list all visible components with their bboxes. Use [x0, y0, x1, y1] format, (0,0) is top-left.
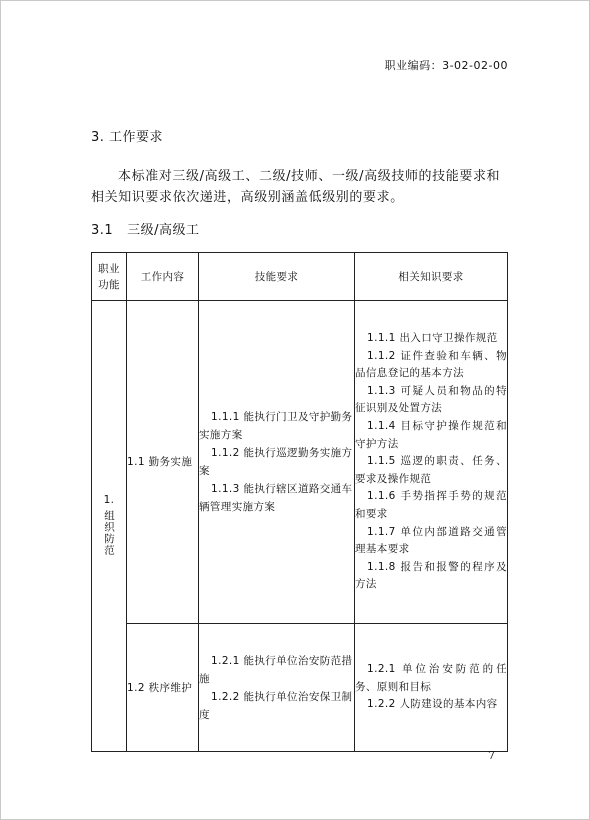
skill-item: 1.1.1 能执行门卫及守护勤务实施方案 — [199, 411, 353, 441]
skills-cell — [199, 624, 355, 752]
requirements-table — [91, 252, 508, 752]
knowledge-item: 1.1.3 可疑人员和物品的特征识别及处置方法 — [355, 384, 507, 415]
work-content-cell: 1.1 勤务实施 — [127, 301, 199, 624]
knowledge-item: 1.2.1 单位治安防范的任务、原则和目标 — [355, 663, 507, 693]
skills-cell — [199, 301, 355, 624]
header-function — [92, 253, 127, 301]
header-knowledge: 相关知识要求 — [355, 253, 508, 301]
table-row — [92, 624, 508, 752]
skill-item: 1.1.2 能执行巡逻勤务实施方案 — [199, 447, 353, 477]
header-function-line1: 职业 — [98, 262, 120, 275]
function-name: 组织防范 — [103, 509, 115, 556]
occupation-code: 职业编码：3-02-02-00 — [384, 59, 508, 72]
intro-paragraph: 本标准对三级/高级工、二级/技师、一级/高级技师的技能要求和相关知识要求依次递进，高级别涵盖低级别的要求。 — [91, 169, 501, 205]
subsection-title: 3.1 三级/高级工 — [91, 223, 200, 238]
knowledge-item: 1.1.4 目标守护操作规范和守护方法 — [355, 420, 507, 450]
header-content: 工作内容 — [127, 253, 199, 301]
knowledge-item: 1.1.8 报告和报警的程序及方法 — [355, 560, 507, 591]
table-row — [92, 301, 508, 624]
knowledge-cell — [355, 301, 508, 624]
knowledge-item: 1.1.5 巡逻的职责、任务、要求及操作规范 — [355, 455, 507, 485]
header-skills: 技能要求 — [199, 253, 355, 301]
knowledge-item: 1.2.2 人防建设的基本内容 — [367, 698, 498, 711]
knowledge-cell — [355, 624, 508, 752]
header-function-line2: 功能 — [98, 278, 120, 291]
section-title: 3. 工作要求 — [91, 130, 164, 145]
skill-item: 1.2.1 能执行单位治安防范措施 — [199, 654, 353, 685]
table-header-row — [92, 253, 508, 301]
function-cell — [92, 301, 127, 752]
skill-item: 1.2.2 能执行单位治安保卫制度 — [199, 690, 353, 721]
knowledge-item: 1.1.7 单位内部道路交通管理基本要求 — [355, 525, 507, 556]
knowledge-item: 1.1.2 证件查验和车辆、物品信息登记的基本方法 — [355, 349, 507, 380]
function-number: 1. — [103, 493, 115, 506]
skill-item: 1.1.3 能执行辖区道路交通车辆管理实施方案 — [199, 483, 353, 513]
page-number: 7 — [488, 749, 495, 762]
knowledge-item: 1.1.6 手势指挥手势的规范和要求 — [355, 490, 507, 520]
work-content-cell: 1.2 秩序维护 — [127, 624, 199, 752]
knowledge-item: 1.1.1 出入口守卫操作规范 — [367, 332, 498, 345]
